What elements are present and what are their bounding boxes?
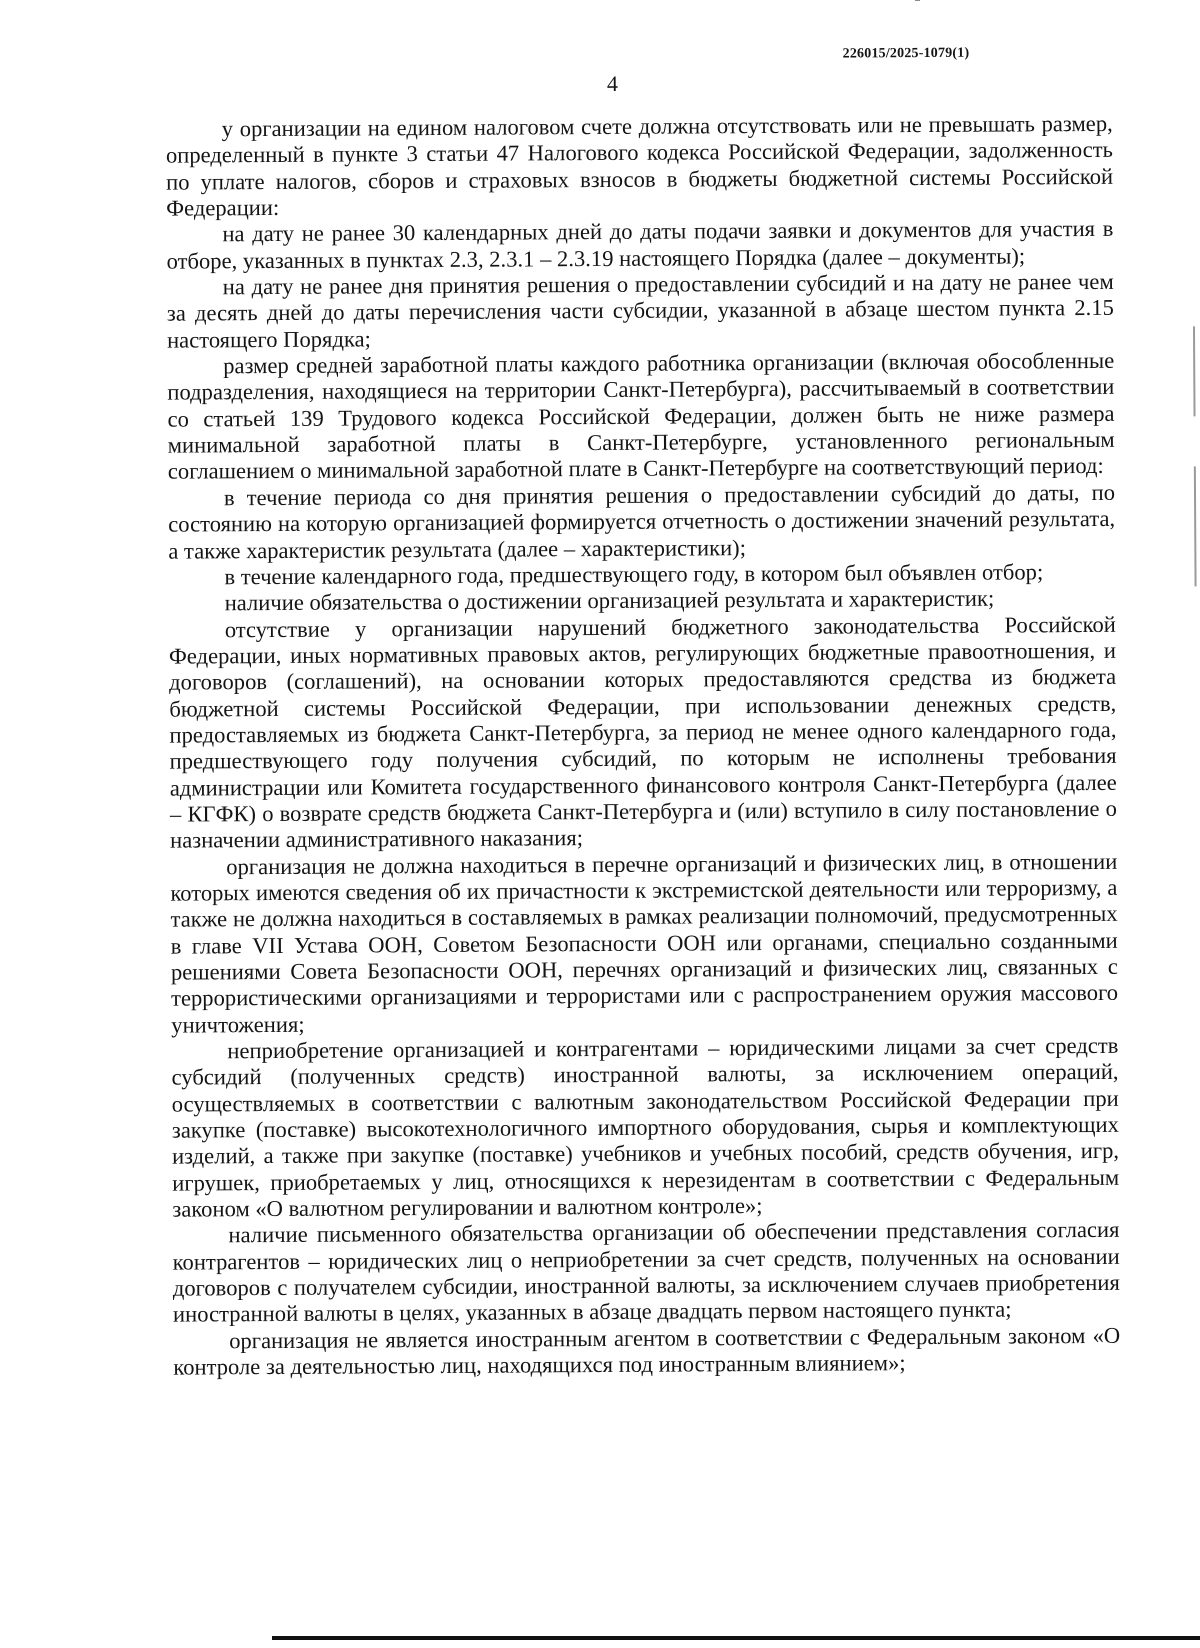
scan-edge-mark <box>1194 466 1197 586</box>
scan-bottom-border <box>272 1636 1200 1640</box>
scan-edge-mark <box>1193 326 1196 416</box>
paragraph: неприобретение организацией и контрагентами – юридическими лицами за счет средств субсидий (полученных средств) иностранной валюты, за исключением операций, осуществляемых в соответствии с валютным законодательством Российской Федерации при закупке (поставке) высокотехнологичного импортного оборудования, сырья и комплектующих изделий, а также при закупке (поставке) учебников и учебных пособий, средств обучения, игр, игрушек, приобретаемых у лиц, относящихся к нерезидентам в соответствии с Федеральным законом «О валютном регулировании и валютном контроле»; <box>171 1032 1120 1222</box>
paragraph: в течение периода со дня принятия решения о предоставлении субсидий до даты, по состоянию на которую организацией формируется отчетность о достижении значений результата, а также характеристик результата (далее – характеристики); <box>168 479 1116 564</box>
scan-speck <box>915 0 920 1</box>
paragraph: в течение календарного года, предшествующего году, в котором был объявлен отбор; <box>224 559 1044 590</box>
paragraph: на дату не ранее дня принятия решения о предоставлении субсидий и на дату не ранее чем за десять дней до даты перечисления части субсидии, указанной в абзаце шестом пункта 2.15 настоящего Порядка; <box>166 268 1114 353</box>
paragraph: организация не должна находиться в перечне организаций и физических лиц, в отношении которых имеются сведения об их причастности к экстремистской деятельности или терроризму, а также не должна находиться в составляемых в рамках реализации полномочий, предусмотренных в главе VII Устава ООН, Советом Безопасности ООН или органами, специально созданными решениями Совета Безопасности ООН, перечнях организаций и физических лиц, связанных с террористическими организациями и террористами или с распространением оружия массового уничтожения; <box>170 848 1119 1038</box>
paragraph: наличие письменного обязательства организации об обеспечении представления согласия контрагентов – юридических лиц о неприобретении за счет средств, полученных на основании договоров с получателем субсидии, иностранной валюты, за исключением случаев приобретения иностранной валюты в целях, указанных в абзаце двадцать первом настоящего пункта; <box>172 1217 1120 1328</box>
page-number: 4 <box>606 70 619 96</box>
paragraph: организация не является иностранным агентом в соответствии с Федеральным законом «О контроле за деятельностью лиц, находящихся под иностранным влиянием»; <box>173 1322 1121 1380</box>
paragraph: на дату не ранее 30 календарных дней до даты подачи заявки и документов для участия в отборе, указанных в пунктах 2.3, 2.3.1 – 2.3.19 настоящего Порядка (далее – документы); <box>166 216 1114 274</box>
document-body <box>166 111 1121 1381</box>
document-registration-number: 226015/2025-1079(1) <box>842 45 970 62</box>
paragraph: наличие обязательства о достижении организацией результата и характеристик; <box>224 585 995 616</box>
paragraph: у организации на едином налоговом счете должна отсутствовать или не превышать размер, определенный в пункте 3 статьи 47 Налогового кодекса Российской Федерации, задолженность по уплате налогов, сборов и страховых взносов в бюджеты бюджетной системы Российской Федерации: <box>165 110 1114 221</box>
paragraph: размер средней заработной платы каждого работника организации (включая обособленные подразделения, находящиеся на территории Санкт-Петербурга), рассчитываемый в соответствии со статьей 139 Трудового кодекса Российской Федерации, должен быть не ниже размера минимальной заработной платы в Санкт-Петербурге, установленного региональным соглашением о минимальной заработной плате в Санкт-Петербурге на соответствующий период: <box>167 347 1115 485</box>
paragraph: отсутствие у организации нарушений бюджетного законодательства Российской Федерации, иных нормативных правовых актов, регулирующих бюджетные правоотношения, и договоров (соглашений), на основании которых предоставляются средства из бюджета бюджетной системы Российской Федерации, при использовании денежных средств, предоставляемых из бюджета Санкт-Петербурга, за период не менее одного календарного года, предшествующего году получения субсидий, по которым не исполнены требования администрации или Комитета государственного финансового контроля Санкт-Петербурга (далее – КГФК) о возврате средств бюджета Санкт-Петербурга и (или) вступило в силу постановление о назначении административного наказания; <box>168 611 1118 853</box>
